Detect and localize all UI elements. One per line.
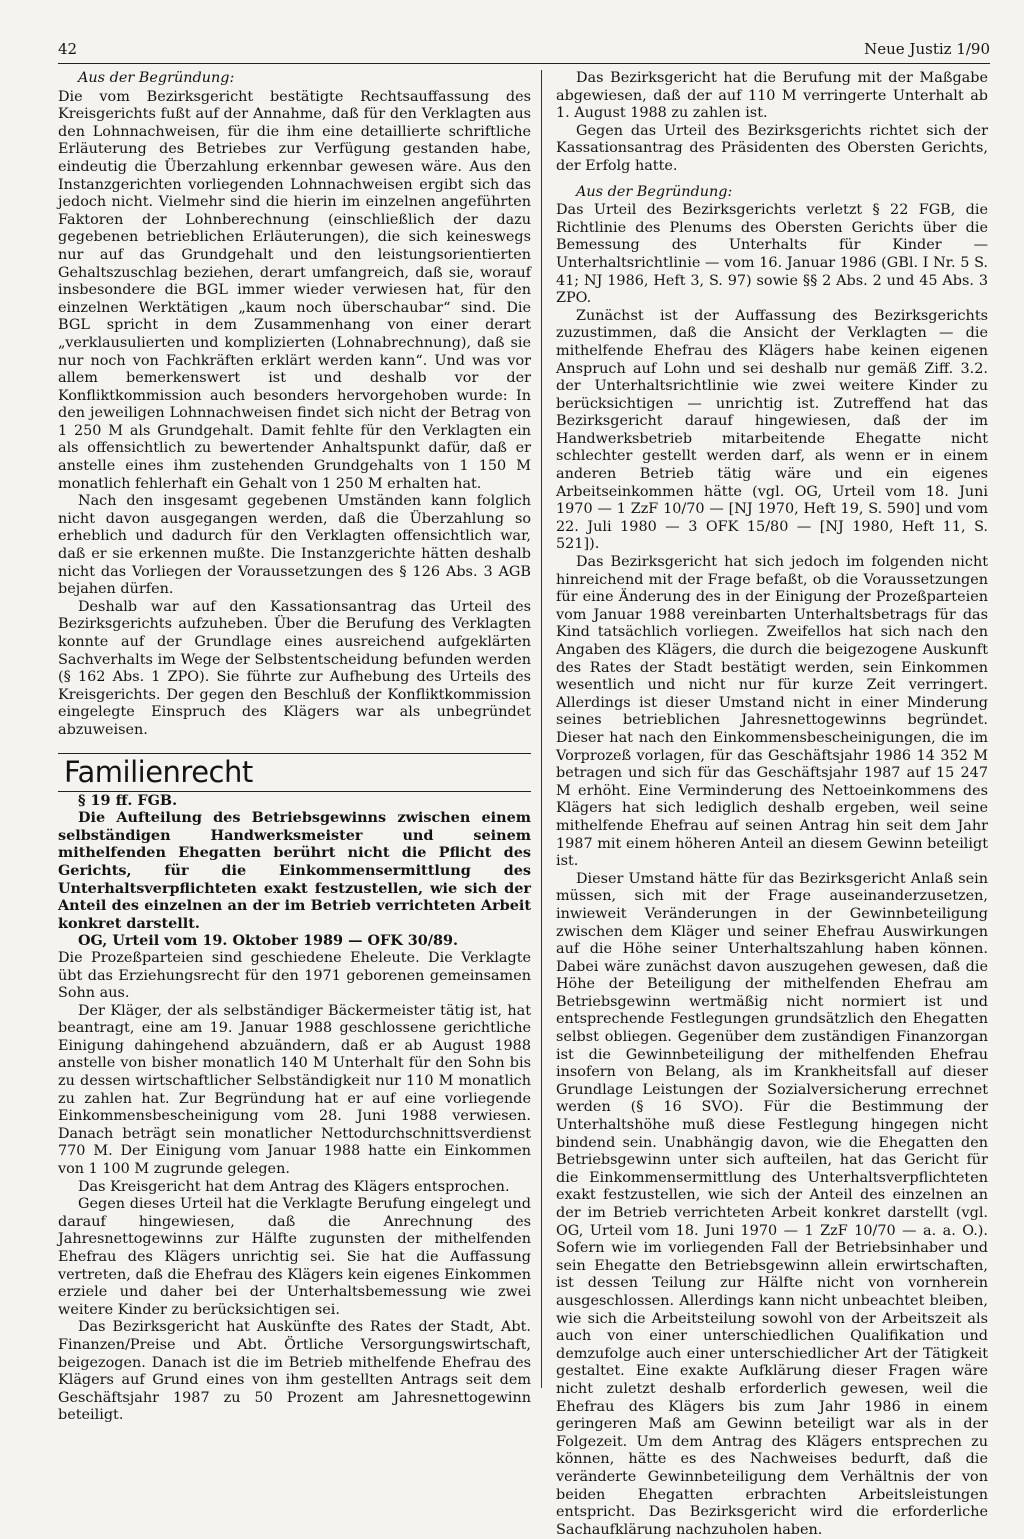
left-column <box>58 70 531 1425</box>
paragraph: Das Bezirksgericht hat Auskünfte des Rates der Stadt, Abt. Finanzen/Preise und Abt. Örtliche Versorgungswirtschaft, beigezogen. Danach ist die im Betrieb mithelfende Ehefrau des Klägers auf Grund eines von ihm gestellten Antrags seit dem Geschäftsjahr 1987 zu 50 Prozent am Jahresnettogewinn beteiligt. <box>58 1319 531 1424</box>
paragraph: Die Prozeßparteien sind geschiedene Eheleute. Die Verklagte übt das Erziehungsrecht für den 1971 geborenen gemeinsamen Sohn aus. <box>58 949 531 1002</box>
subheading-reasoning: Aus der Begründung: <box>576 183 733 200</box>
paragraph: Die vom Bezirksgericht bestätigte Rechtsauffassung des Kreisgerichts fußt auf der Annahme, daß für den Verklagten aus den Lohnnachweisen, für die ihm eine detaillierte schriftliche Erläuterung des Betriebes zur Verfügung gestanden habe, eindeutig die Überzahlung erkennbar gewesen wäre. Aus den Instanzgerichten vorliegenden Lohnnachweisen ergibt sich das jedoch nicht. Vielmehr sind die hierin im einzelnen angeführten Faktoren der Lohnberechnung (einschließlich der dazu gegebenen betrieblichen Erläuterungen), die sich keineswegs nur auf das Grundgehalt und den leistungsorientierten Gehaltszuschlag beziehen, derart umfangreich, daß sie, worauf insbesondere die BGL immer wieder verwiesen hat, für den einzelnen Werktätigen „kaum noch überschaubar“ sind. Die BGL spricht in dem Zusammenhang von einer derart „verklausulierten und komplizierten (Lohnabrechnung), daß sie nur noch von Fachkräften erklärt werden kann“. Und was vor allem bemerkenswert ist und deshalb vor der Konfliktkommission auch besonders hervorgehoben wurde: In den jeweiligen Lohnnachweisen findet sich nicht der Betrag von 1 250 M als Grundgehalt. Damit fehlte für den Verklagten ein als offensichtlich zu bewertender Anhaltspunkt dafür, daß er anstelle eines ihm zustehenden Grundgehalts von 1 150 M monatlich fehlerhaft ein Gehalt von 1 250 M erhalten hat. <box>58 88 531 492</box>
journal-title: Neue Justiz 1/90 <box>864 40 990 58</box>
paragraph: Gegen das Urteil des Bezirksgerichts richtet sich der Kassationsantrag des Präsidenten des Obersten Gerichts, der Erfolg hatte. <box>556 122 988 174</box>
paragraph: Deshalb war auf den Kassationsantrag das Urteil des Bezirksgerichts aufzuheben. Über die Berufung des Verklagten konnte auf der Grundlage eines ausreichend aufgeklärten Sachverhalts im Wege der Selbstentscheidung befunden werden (§ 162 Abs. 1 ZPO). Sie führte zur Aufhebung des Urteils des Kreisgerichts. Der gegen den Beschluß der Konfliktkommission eingelegte Einspruch des Klägers war als unbegründet abzuweisen. <box>58 598 531 738</box>
court-citation: OG, Urteil vom 19. Oktober 1989 — OFK 30/89. <box>78 932 459 950</box>
section-title: Familienrecht <box>58 753 531 792</box>
paragraph: Nach den insgesamt gegebenen Umständen kann folglich nicht davon ausgegangen werden, daß die Überzahlung so erheblich und dadurch für den Verklagten offensichtlich war, daß er sie erkennen mußte. Die Instanzgerichte hätten deshalb nicht das Vorliegen der Voraussetzungen des § 126 Abs. 3 AGB bejahen dürfen. <box>58 493 531 598</box>
subheading-reasoning: Aus der Begründung: <box>78 70 235 86</box>
paragraph: Zunächst ist der Auffassung des Bezirksgerichts zuzustimmen, daß die Ansicht der Verklagten — die mithelfende Ehefrau des Klägers habe keinen eigenen Anspruch auf Lohn und sei deshalb nur gemäß Ziff. 3.2. der Unterhaltsrichtlinie wie zwei weitere Kinder zu berücksichtigen — unrichtig ist. Zutreffend hat das Bezirksgericht darauf hingewiesen, daß der im Handwerksbetrieb mitarbeitende Ehegatte nicht schlechter gestellt werden darf, als wenn er in einem anderen Betrieb tätig wäre und ein eigenes Arbeitseinkommen hätte (vgl. OG, Urteil vom 18. Juni 1970 — 1 ZzF 10/70 — [NJ 1970, Heft 19, S. 590] und vom 22. Juli 1980 — 3 OFK 15/80 — [NJ 1980, Heft 11, S. 521]). <box>556 307 988 553</box>
header-rule <box>58 63 990 64</box>
paragraph: Gegen dieses Urteil hat die Verklagte Berufung eingelegt und darauf hingewiesen, daß die Anrechnung des Jahresnettogewinns zur Hälfte zugunsten der mithelfenden Ehefrau des Klägers unrichtig sei. Sie hat die Auffassung vertreten, daß die Ehefrau des Klägers kein eigenes Einkommen erziele und daher bei der Unterhaltsbemessung wie zwei weitere Kinder zu berücksichtigen sei. <box>58 1196 531 1318</box>
paragraph: Das Urteil des Bezirksgerichts verletzt § 22 FGB, die Richtlinie des Plenums des Obersten Gerichts über die Bemessung des Unterhalts für Kinder — Unterhaltsrichtlinie — vom 16. Januar 1986 (GBl. I Nr. 5 S. 41; NJ 1986, Heft 3, S. 97) sowie §§ 2 Abs. 2 und 45 Abs. 3 ZPO. <box>556 202 988 307</box>
page-number: 42 <box>58 40 78 58</box>
paragraph: Das Bezirksgericht hat die Berufung mit der Maßgabe abgewiesen, daß der auf 110 M verringerte Unterhalt ab 1. August 1988 zu zahlen ist. <box>556 70 988 122</box>
paragraph: Das Bezirksgericht hat sich jedoch im folgenden nicht hinreichend mit der Frage befaßt, ob die Voraussetzungen für eine Änderung des in der Einigung der Prozeßparteien vom Januar 1988 vereinbarten Unterhaltsbetrags für das Kind tatsächlich vorliegen. Zweifellos hat sich nach den Angaben des Klägers, die durch die beigezogene Auskunft des Rates der Stadt bestätigt werden, sein Einkommen wesentlich und nicht nur für kurze Zeit verringert. Allerdings ist dieser Umstand nicht in einer Minderung seines betrieblichen Jahresnettogewinns begründet. Dieser hat nach den Einkommensbescheinigungen, die im Vorprozeß vorlagen, für das Geschäftsjahr 1986 14 352 M betragen und sich für das Geschäftsjahr 1987 auf 15 247 M erhöht. Eine Verminderung des Nettoeinkommens des Klägers hat sich lediglich deshalb ergeben, weil seine mithelfende Ehefrau auf seinen Antrag hin seit dem Jahr 1987 mit einem höheren Anteil an diesem Gewinn beteiligt ist. <box>556 554 988 870</box>
law-reference: § 19 ff. FGB. <box>78 791 178 809</box>
paragraph: Dieser Umstand hätte für das Bezirksgericht Anlaß sein müssen, sich mit der Frage auseinanderzusetzen, inwieweit Veränderungen in der Gewinnbeteiligung zwischen dem Kläger und seiner Ehefrau Auswirkungen auf die Höhe seiner Unterhaltszahlung haben können. Dabei wäre zunächst davon auszugehen gewesen, daß die Höhe der Beteiligung der mithelfenden Ehefrau am Betriebsgewinn wertmäßig nicht normiert ist und entsprechende Festlegungen grundsätzlich den Ehegatten selbst obliegen. Gegenüber dem zuständigen Finanzorgan ist die Gewinnbeteiligung der mithelfenden Ehefrau insofern von Belang, als im Krankheitsfall auf dieser Grundlage Leistungen der Sozialversicherung errechnet werden (§ 16 SVO). Für die Bestimmung der Unterhaltshöhe muß diese Festlegung hingegen nicht bindend sein. Unabhängig davon, wie die Ehegatten den Betriebsgewinn unter sich aufteilen, hat das Gericht für die Einkommensermittlung des Unterhaltsverpflichteten exakt festzustellen, wie sich der Anteil des einzelnen an der im Betrieb verrichteten Arbeit konkret darstellt (vgl. OG, Urteil vom 18. Juni 1970 — 1 ZzF 10/70 — a. a. O.). Sofern wie im vorliegenden Fall der Betriebsinhaber und sein Ehegatte den Betriebsgewinn allein erwirtschaften, ist dessen Teilung zur Hälfte nicht von vornherein ausgeschlossen. Allerdings kann nicht unbeachtet bleiben, wie sich die Arbeitsteilung sowohl von der Arbeitszeit als auch von einer unterschiedlichen Qualifikation und demzufolge auch einer unterschiedlicher Art der Tätigkeit gestaltet. Eine exakte Aufklärung dieser Fragen wäre nicht zuletzt deshalb erforderlich gewesen, weil die Ehefrau des Klägers bis zum Jahr 1986 in einem geringeren Maß am Gewinn beteiligt war als in der Folgezeit. Um dem Antrag des Klägers entsprechen zu können, hätte es des Nachweises bedurft, daß die veränderte Gewinnbeteiligung dem Verhältnis der von beiden Ehegatten erbrachten Arbeitsleistungen entspricht. Das Bezirksgericht wird die erforderliche Sachaufklärung nachzuholen haben. <box>556 870 988 1538</box>
headnote: Die Aufteilung des Betriebsgewinns zwischen einem selbständigen Handwerksmeister und seinem mithelfenden Ehegatten berührt nicht die Pflicht des Gerichts, für die Einkommensermittlung des Unterhaltsverpflichteten exakt festzustellen, wie sich der Anteil des einzelnen an der im Betrieb verrichteten Arbeit konkret darstellt. <box>58 809 531 932</box>
paragraph: Der Kläger, der als selbständiger Bäckermeister tätig ist, hat beantragt, eine am 19. Januar 1988 geschlossene gerichtliche Einigung dahingehend abzuändern, daß er ab August 1988 anstelle von bisher monatlich 140 M Unterhalt für den Sohn bis zu dessen wirtschaftlicher Selbständigkeit nur 110 M monatlich zu zahlen hat. Zur Begründung hat er auf eine vorliegende Einkommensbescheinigung vom 28. Juni 1988 verwiesen. Danach beträgt sein monatlicher Nettodurchschnittsverdienst 770 M. Der Einigung vom Januar 1988 hatte ein Einkommen von 1 100 M zugrunde gelegen. <box>58 1002 531 1178</box>
paragraph: Das Kreisgericht hat dem Antrag des Klägers entsprochen. <box>78 1178 510 1195</box>
column-divider <box>541 70 542 1388</box>
right-column <box>556 70 988 1539</box>
